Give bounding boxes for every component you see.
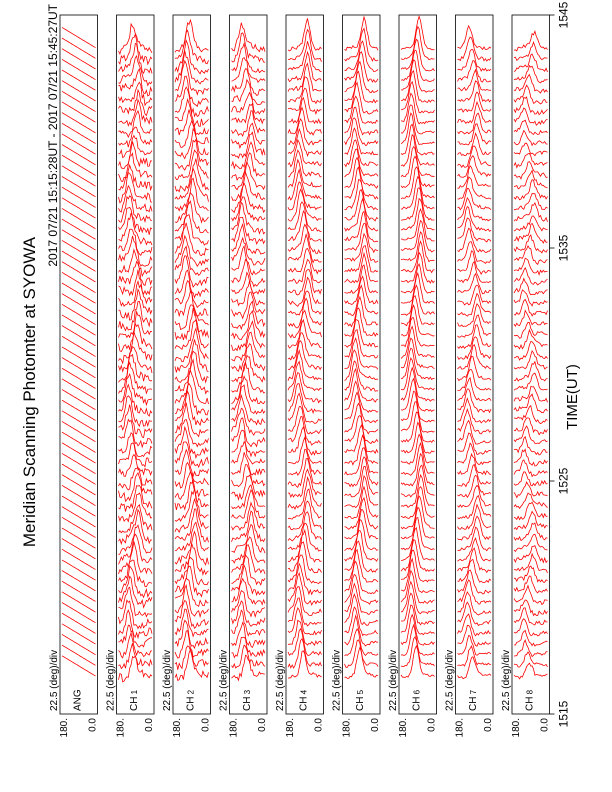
y-tick-label: 0.0 xyxy=(370,718,381,732)
scan-trace xyxy=(62,240,96,260)
scan-trace xyxy=(458,198,492,221)
panel-label: CH 4 xyxy=(298,689,310,711)
scan-trace xyxy=(62,549,96,569)
panel-group xyxy=(49,15,551,737)
scan-trace xyxy=(514,472,548,486)
scan-trace xyxy=(175,391,209,425)
scan-trace xyxy=(62,432,96,452)
scale-label: 22.5 (deg)/div xyxy=(444,649,456,711)
scan-trace xyxy=(62,581,96,601)
scan-trace xyxy=(458,421,492,445)
scan-trace xyxy=(288,150,322,177)
scan-trace xyxy=(345,71,379,102)
scan-trace xyxy=(62,464,96,484)
scan-trace xyxy=(62,113,96,133)
scan-trace xyxy=(514,663,548,679)
scan-trace xyxy=(232,197,266,221)
scan-trace xyxy=(175,601,209,629)
scan-trace xyxy=(288,384,322,413)
scan-trace xyxy=(62,603,96,623)
scan-trace xyxy=(458,602,492,625)
scan-trace xyxy=(288,512,322,541)
scan-trace xyxy=(401,167,435,199)
scan-trace xyxy=(175,41,209,74)
scan-trace xyxy=(401,60,435,92)
scan-trace xyxy=(62,315,96,335)
scan-trace xyxy=(401,305,435,336)
scan-trace xyxy=(62,59,96,79)
scan-trace xyxy=(62,166,96,186)
scan-trace xyxy=(62,81,96,101)
panel-label: CH 1 xyxy=(129,689,141,711)
scan-trace xyxy=(288,394,322,424)
scan-trace xyxy=(62,624,96,644)
scan-trace xyxy=(345,211,379,241)
scan-trace xyxy=(514,362,548,381)
scan-trace xyxy=(175,247,209,276)
scan-trace xyxy=(514,216,548,231)
scan-trace xyxy=(458,177,492,199)
scan-trace xyxy=(401,113,435,144)
scan-trace xyxy=(514,258,548,274)
panel-label: CH 6 xyxy=(411,689,423,711)
scale-label: 22.5 (deg)/div xyxy=(275,649,286,711)
scan-trace xyxy=(62,134,96,154)
x-tick-label: 1545 xyxy=(556,1,571,29)
scan-trace xyxy=(175,442,209,467)
scan-trace xyxy=(62,358,96,378)
scan-trace xyxy=(175,256,209,287)
scan-trace xyxy=(62,400,96,420)
scan-trace xyxy=(232,645,266,668)
scan-trace xyxy=(62,507,96,527)
scan-trace xyxy=(401,496,435,529)
scan-trace xyxy=(119,24,153,54)
scan-trace xyxy=(62,209,96,229)
scan-trace xyxy=(232,655,266,680)
scan-trace xyxy=(514,426,548,444)
scan-trace xyxy=(514,394,548,413)
scan-trace xyxy=(232,111,266,136)
scan-trace xyxy=(119,142,153,169)
scan-trace xyxy=(288,211,322,241)
scan-trace xyxy=(514,586,548,605)
scan-trace xyxy=(401,71,435,103)
scan-trace xyxy=(401,540,435,572)
scan-trace xyxy=(514,66,548,83)
scan-trace xyxy=(458,636,492,656)
y-tick-label: 180. xyxy=(172,718,183,738)
scan-trace xyxy=(232,601,266,626)
scan-trace xyxy=(401,296,435,326)
scan-trace xyxy=(514,342,548,360)
scan-trace xyxy=(232,23,266,52)
scan-trace xyxy=(62,411,96,431)
x-tick-label: 1525 xyxy=(556,467,571,495)
scan-trace xyxy=(458,657,492,679)
y-tick-label: 180. xyxy=(511,718,522,738)
x-axis-title: TIME(UT) xyxy=(564,364,581,430)
y-tick-label: 0.0 xyxy=(426,718,438,732)
scan-trace xyxy=(345,541,379,572)
scan-trace xyxy=(232,183,266,212)
scan-trace xyxy=(458,146,492,167)
scan-trace xyxy=(62,347,96,367)
scan-trace xyxy=(175,236,209,266)
scale-label: 22.5 (deg)/div xyxy=(501,649,512,711)
scan-trace xyxy=(232,442,266,464)
scan-trace xyxy=(62,262,96,282)
scan-trace xyxy=(62,422,96,442)
scan-trace xyxy=(514,351,548,369)
scan-trace xyxy=(514,97,548,115)
scan-trace xyxy=(288,18,322,51)
scan-trace xyxy=(514,322,548,338)
scan-trace xyxy=(345,361,379,391)
scan-trace xyxy=(62,304,96,324)
scan-trace xyxy=(62,336,96,356)
scan-trace xyxy=(119,656,153,682)
scan-trace xyxy=(119,385,153,417)
y-tick-label: 180. xyxy=(115,718,127,738)
scan-trace xyxy=(232,452,266,475)
scale-label: 22.5 (deg)/div xyxy=(105,649,117,711)
scan-trace xyxy=(458,207,492,232)
scan-trace xyxy=(401,646,435,678)
scan-trace xyxy=(514,131,548,146)
scan-trace xyxy=(62,272,96,292)
scan-trace xyxy=(232,153,266,180)
scan-trace xyxy=(458,81,492,102)
scan-trace xyxy=(62,485,96,505)
scan-trace xyxy=(458,592,492,615)
scan-trace xyxy=(458,26,492,50)
scan-trace xyxy=(175,420,209,447)
scan-trace xyxy=(232,396,266,425)
scan-trace xyxy=(175,509,209,542)
scan-trace xyxy=(232,485,266,509)
scan-trace xyxy=(62,539,96,559)
scan-trace xyxy=(345,17,379,50)
scan-trace xyxy=(401,518,435,550)
panel-ch5 xyxy=(332,15,382,737)
panel-ch6 xyxy=(388,15,438,737)
scan-trace xyxy=(458,443,492,464)
scan-trace xyxy=(288,88,322,114)
scan-trace xyxy=(345,561,379,593)
scan-trace xyxy=(232,273,266,294)
scan-trace xyxy=(401,16,435,49)
scan-trace xyxy=(175,281,209,308)
scan-trace xyxy=(458,61,492,82)
panel-label: ANG xyxy=(72,689,84,711)
scan-trace xyxy=(514,246,548,264)
scan-trace xyxy=(458,475,492,497)
scan-trace xyxy=(62,560,96,580)
panel-ch1 xyxy=(106,15,156,737)
scan-trace xyxy=(401,285,435,315)
scan-trace xyxy=(458,124,492,145)
scan-trace xyxy=(514,75,548,94)
scan-trace xyxy=(401,434,435,464)
scan-trace xyxy=(232,475,266,499)
y-tick-label: 180. xyxy=(59,718,70,738)
scan-trace xyxy=(401,105,435,134)
scan-trace xyxy=(514,42,548,60)
panel-label: CH 3 xyxy=(242,689,254,711)
scan-trace xyxy=(345,498,379,529)
scan-trace xyxy=(175,499,209,532)
scan-trace xyxy=(458,337,492,359)
scan-trace xyxy=(288,30,322,62)
scan-trace xyxy=(401,156,435,187)
y-tick-label: 180. xyxy=(398,718,409,738)
scan-trace xyxy=(514,223,548,243)
scan-trace xyxy=(458,356,492,381)
scan-trace xyxy=(514,108,548,125)
scan-trace xyxy=(62,443,96,463)
scan-trace xyxy=(62,187,96,207)
scan-trace xyxy=(175,403,209,437)
scan-trace xyxy=(62,528,96,548)
scan-trace xyxy=(62,475,96,495)
scan-trace xyxy=(175,463,209,489)
scan-trace xyxy=(458,369,492,390)
scan-trace xyxy=(288,41,322,72)
panel-label: CH 5 xyxy=(355,689,367,711)
y-tick-label: 0.0 xyxy=(539,718,551,732)
scan-trace xyxy=(288,350,322,380)
scan-trace xyxy=(119,443,153,467)
scan-trace xyxy=(62,326,96,346)
panel-ch8 xyxy=(501,15,551,737)
scan-trace xyxy=(62,123,96,143)
scan-trace xyxy=(175,522,209,551)
scan-trace xyxy=(458,228,492,252)
scan-trace xyxy=(401,605,435,635)
y-tick-label: 0.0 xyxy=(144,718,155,732)
scan-trace xyxy=(458,345,492,369)
scan-trace xyxy=(345,190,379,221)
scan-trace xyxy=(514,54,548,72)
scan-trace xyxy=(514,460,548,477)
panel-ch7 xyxy=(445,15,495,737)
scale-label: 22.5 (deg)/div xyxy=(388,649,399,711)
scan-trace xyxy=(232,311,266,340)
scan-trace xyxy=(514,299,548,316)
scan-trace xyxy=(345,531,379,562)
scan-trace xyxy=(514,576,548,593)
scan-trace xyxy=(62,379,96,399)
scan-trace xyxy=(62,27,96,47)
scan-trace xyxy=(514,619,548,636)
scan-trace xyxy=(458,92,492,112)
scan-trace xyxy=(119,493,153,521)
panel-label: CH 7 xyxy=(468,689,480,711)
panel-label: CH 8 xyxy=(524,689,536,711)
scan-trace xyxy=(401,199,435,230)
scan-trace xyxy=(62,70,96,90)
scan-trace xyxy=(288,202,322,232)
panel-ch4 xyxy=(275,15,325,737)
scale-label: 22.5 (deg)/div xyxy=(331,649,343,711)
scan-trace xyxy=(62,635,96,655)
scan-trace xyxy=(458,433,492,454)
scan-trace xyxy=(232,224,266,254)
scan-trace xyxy=(514,387,548,403)
scan-trace xyxy=(401,559,435,593)
scan-trace xyxy=(232,80,266,105)
scan-trace xyxy=(514,85,548,104)
scan-trace xyxy=(345,435,379,464)
scan-trace xyxy=(458,294,492,317)
scan-trace xyxy=(514,268,548,285)
scan-trace xyxy=(401,82,435,113)
scan-trace xyxy=(62,368,96,388)
scan-trace xyxy=(62,102,96,122)
panel-frame xyxy=(512,15,550,714)
panel-ch3 xyxy=(219,15,269,737)
scan-trace xyxy=(119,165,153,190)
y-tick-label: 180. xyxy=(285,718,296,738)
scan-trace xyxy=(401,27,435,60)
scan-trace xyxy=(514,600,548,616)
scan-trace xyxy=(62,517,96,537)
scan-trace xyxy=(62,390,96,410)
scan-trace xyxy=(514,143,548,156)
time-range-subtitle: 2017 07/21 15:15:28UT - 2017 07/21 15:45:27UT xyxy=(46,4,60,267)
scan-trace xyxy=(62,230,96,250)
scan-trace xyxy=(175,566,209,596)
y-tick-label: 0.0 xyxy=(200,718,212,732)
scan-trace xyxy=(62,592,96,612)
scan-trace xyxy=(232,33,266,62)
y-tick-label: 0.0 xyxy=(87,718,99,732)
scan-trace xyxy=(62,283,96,303)
scan-trace xyxy=(62,49,96,69)
scan-trace xyxy=(62,294,96,314)
scan-trace xyxy=(288,119,322,145)
scan-trace xyxy=(175,30,209,64)
scan-trace xyxy=(62,496,96,516)
scan-trace xyxy=(345,199,379,231)
scan-trace xyxy=(345,381,379,412)
scan-trace xyxy=(62,251,96,271)
scan-trace xyxy=(514,566,548,582)
scan-trace xyxy=(119,486,153,512)
scale-label: 22.5 (deg)/div xyxy=(218,649,230,711)
scan-trace xyxy=(514,418,548,435)
scan-trace xyxy=(119,186,153,212)
scan-trace xyxy=(119,136,153,158)
scan-trace xyxy=(62,38,96,58)
scan-trace xyxy=(401,39,435,71)
scan-trace xyxy=(62,656,96,676)
y-tick-label: 180. xyxy=(228,718,240,738)
scan-trace xyxy=(119,229,153,255)
scan-trace xyxy=(458,133,492,155)
scan-trace xyxy=(458,102,492,123)
scan-trace xyxy=(401,318,435,347)
scan-trace xyxy=(62,145,96,165)
scan-trace xyxy=(62,155,96,175)
scan-trace xyxy=(62,453,96,473)
scan-trace xyxy=(119,127,153,147)
scale-label: 22.5 (deg)/div xyxy=(49,649,60,711)
scan-trace xyxy=(345,96,379,123)
scan-trace xyxy=(62,613,96,633)
panel-ch2 xyxy=(162,15,212,737)
scan-trace xyxy=(232,217,266,244)
scan-trace xyxy=(514,554,548,573)
scan-trace xyxy=(401,188,435,221)
scan-trace xyxy=(232,465,266,487)
chart-title: Meridian Scanning Photomter at SYOWA xyxy=(20,236,39,548)
scan-trace xyxy=(401,177,435,210)
scan-trace xyxy=(288,449,322,475)
scan-trace xyxy=(62,645,96,665)
scan-trace xyxy=(62,177,96,197)
scan-trace xyxy=(62,91,96,111)
scan-trace xyxy=(345,180,379,210)
y-tick-label: 0.0 xyxy=(483,718,494,732)
scan-trace xyxy=(458,464,492,486)
scan-trace xyxy=(62,219,96,239)
y-tick-label: 180. xyxy=(341,718,353,738)
scan-trace xyxy=(119,324,153,352)
scan-trace xyxy=(119,473,153,501)
panel-label: CH 2 xyxy=(185,689,197,711)
scan-trace xyxy=(62,571,96,591)
scan-trace xyxy=(175,578,209,606)
y-tick-label: 180. xyxy=(454,718,466,738)
scan-trace xyxy=(62,198,96,218)
x-tick-label: 1515 xyxy=(556,700,571,728)
x-tick-label: 1535 xyxy=(556,234,571,262)
scale-label: 22.5 (deg)/div xyxy=(162,649,173,711)
y-tick-label: 0.0 xyxy=(257,718,268,732)
scan-trace xyxy=(119,250,153,276)
scan-trace xyxy=(232,58,266,83)
scan-trace xyxy=(401,124,435,155)
scan-trace xyxy=(514,153,548,167)
scan-trace xyxy=(458,262,492,283)
y-tick-label: 0.0 xyxy=(313,718,325,732)
scan-trace xyxy=(175,370,209,404)
